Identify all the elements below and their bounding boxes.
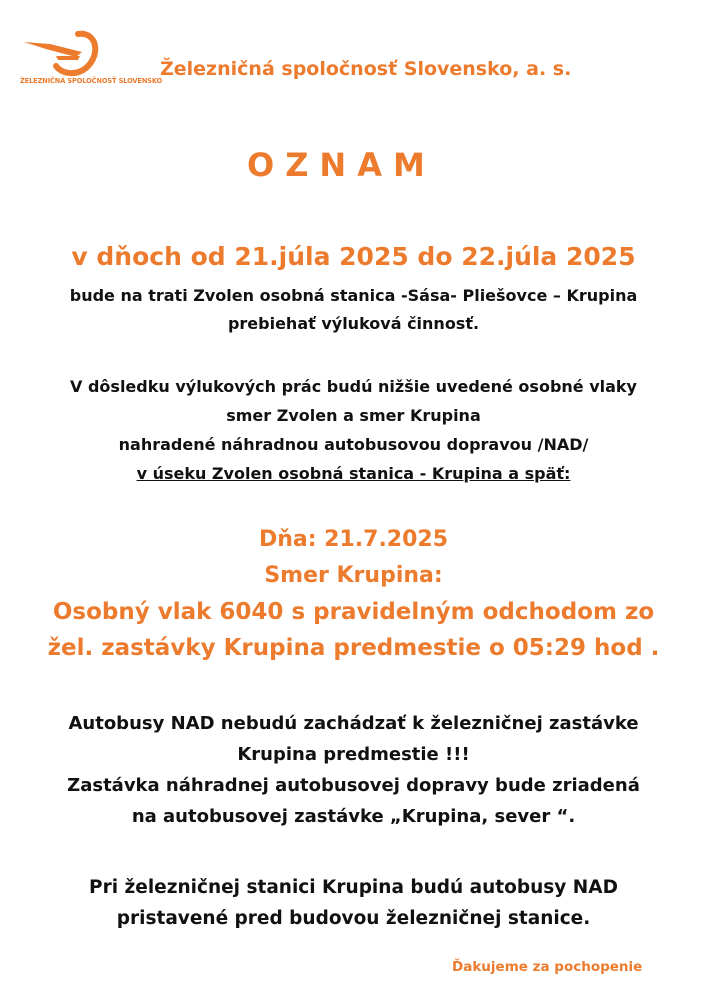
page-title: OZNAM xyxy=(247,146,436,184)
train-direction: Smer Krupina: xyxy=(264,563,443,588)
detail-paragraph xyxy=(0,372,707,488)
zssk-logo-icon xyxy=(20,30,130,78)
train-info xyxy=(0,522,707,666)
thanks-text: Ďakujeme za pochopenie xyxy=(452,959,643,975)
date-range xyxy=(0,240,707,274)
company-name: Železničná spoločnosť Slovensko, a. s. xyxy=(160,58,572,80)
company-logo xyxy=(20,30,163,90)
detail-line-3: nahradené náhradnou autobusovou dopravou /NAD/ xyxy=(118,435,589,454)
notice-line-1: Autobusy NAD nebudú zachádzať k železničnej zastávke xyxy=(68,713,639,734)
intro-line-1: bude na trati Zvolen osobná stanica -Sása- Pliešovce – Krupina xyxy=(69,286,638,305)
detail-line-2: smer Zvolen a smer Krupina xyxy=(226,406,481,425)
intro-line-2: prebiehať výluková činnosť. xyxy=(227,314,480,333)
train-line-1: Osobný vlak 6040 s pravidelným odchodom zo xyxy=(52,599,655,625)
intro-paragraph xyxy=(0,282,707,338)
bus-notice xyxy=(0,708,707,832)
train-day: Dňa: 21.7.2025 xyxy=(258,527,449,552)
detail-line-4: v úseku Zvolen osobná stanica - Krupina a späť: xyxy=(136,464,571,483)
train-line-2: žel. zastávky Krupina predmestie o 05:29 hod . xyxy=(47,635,660,661)
notice-line-3: Zastávka náhradnej autobusovej dopravy bude zriadená xyxy=(67,775,640,796)
notice-line-2: Krupina predmestie !!! xyxy=(237,744,470,765)
final-line-1: Pri železničnej stanici Krupina budú autobusy NAD xyxy=(89,877,618,898)
notice-line-4: na autobusovej zastávke „Krupina, sever “. xyxy=(131,806,576,827)
logo-text: ŽELEZNIČNÁ SPOLOČNOSŤ SLOVENSKO xyxy=(20,77,163,85)
final-line-2: pristavené pred budovou železničnej stanice. xyxy=(116,908,591,929)
final-notice xyxy=(0,872,707,934)
date-range-text: v dňoch od 21.júla 2025 do 22.júla 2025 xyxy=(71,242,636,271)
detail-line-1: V dôsledku výlukových prác budú nižšie uvedené osobné vlaky xyxy=(70,377,637,396)
